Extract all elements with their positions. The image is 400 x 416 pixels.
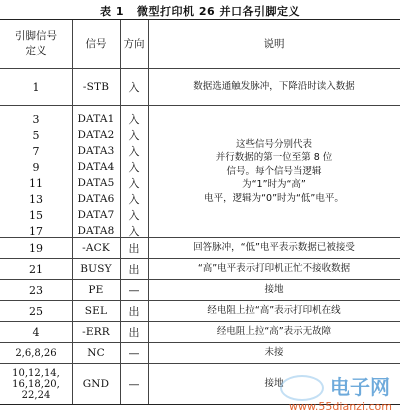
direction-cell: 出	[128, 242, 140, 255]
signal-cell: NC	[87, 347, 105, 359]
pin-cell: 21	[29, 262, 43, 276]
header-direction: 方向	[123, 37, 145, 50]
description-cell: 经电阻上拉“高”表示打印机在线	[207, 305, 341, 317]
direction-cell: 入	[128, 225, 140, 238]
pin-cell: 11	[29, 176, 43, 190]
data-description-cell	[148, 106, 400, 237]
direction-cell: —	[128, 346, 140, 360]
direction-cell: 入	[128, 81, 140, 94]
direction-cell: 入	[128, 113, 140, 126]
header-pin-line-2: 定义	[25, 45, 47, 57]
description-cell: “高”电平表示打印机正忙不接收数据	[197, 263, 351, 275]
table-row	[0, 69, 400, 106]
direction-cell: 入	[128, 193, 140, 206]
direction-cell: 入	[128, 129, 140, 142]
pin-cell: 7	[32, 144, 40, 158]
data-description-line: 这些信号分别代表	[235, 138, 312, 150]
watermark-swirl-icon	[280, 375, 324, 401]
data-description-line: 为“1”时为“高”	[242, 179, 306, 191]
signal-cell: DATA5	[77, 177, 115, 189]
data-description-line: 电平，逻辑为“0”时为“低”电平。	[204, 192, 344, 204]
pin-cell: 23	[29, 283, 43, 297]
header-pin-line-1: 引脚信号	[15, 30, 57, 42]
pin-definition-table	[0, 19, 400, 405]
description-cell: 未接	[264, 347, 284, 359]
signal-cell: DATA8	[77, 225, 115, 237]
signal-cell: BUSY	[80, 263, 112, 275]
table-row	[0, 301, 400, 322]
description-cell: 数据选通触发脉冲，下降沿时读入数据	[193, 81, 355, 93]
signal-cell: DATA7	[77, 209, 115, 221]
pin-cell-line: 16,18,20,	[12, 378, 60, 390]
watermark-url: www.55dianzi.com	[288, 400, 392, 413]
pin-cell: 19	[29, 241, 43, 255]
signal-cell: -ACK	[82, 242, 110, 254]
direction-cell: 出	[128, 263, 140, 276]
direction-cell: —	[128, 283, 140, 297]
pin-column	[0, 106, 72, 237]
data-signals-group	[0, 106, 400, 238]
signal-column	[72, 106, 120, 237]
data-description-line: 信号。每个信号当逻辑	[226, 165, 322, 177]
pin-cell	[0, 364, 72, 404]
direction-cell: 出	[128, 326, 140, 339]
signal-cell: GND	[82, 378, 110, 390]
direction-column	[120, 106, 148, 237]
signal-cell: DATA3	[77, 145, 115, 157]
description-cell: 经电阻上拉“高”表示无故障	[216, 326, 332, 338]
description-cell: 接地	[264, 378, 284, 390]
table-row	[0, 238, 400, 259]
pin-cell-line: 22,24	[21, 389, 51, 401]
data-description-line: 并行数据的第一位至第 8 位	[215, 152, 333, 164]
direction-cell: —	[128, 377, 140, 391]
signal-cell: DATA1	[77, 113, 115, 125]
table-row	[0, 343, 400, 364]
header-signal: 信号	[85, 37, 107, 50]
header-description: 说明	[263, 37, 285, 50]
pin-cell: 3	[32, 112, 40, 126]
signal-cell: DATA2	[77, 129, 115, 141]
pin-cell: 13	[29, 192, 43, 206]
pin-cell: 25	[29, 304, 43, 318]
pin-cell: 17	[29, 224, 43, 238]
pin-cell: 4	[32, 325, 40, 339]
direction-cell: 出	[128, 305, 140, 318]
table-row	[0, 259, 400, 280]
direction-cell: 入	[128, 161, 140, 174]
pin-cell: 5	[32, 128, 40, 142]
direction-cell: 入	[128, 209, 140, 222]
signal-cell: SEL	[84, 305, 108, 317]
description-cell: 回答脉冲，“低”电平表示数据已被接受	[193, 242, 355, 254]
table-row	[0, 322, 400, 343]
signal-cell: -ERR	[82, 326, 110, 338]
pin-cell: 9	[32, 160, 40, 174]
watermark-logo: 电子网	[330, 375, 390, 399]
signal-cell: DATA4	[77, 161, 115, 173]
direction-cell: 入	[128, 177, 140, 190]
header-pin	[0, 20, 72, 68]
pin-cell: 2,6,8,26	[15, 347, 57, 359]
table-header-row	[0, 20, 400, 69]
signal-cell: -STB	[82, 81, 110, 93]
signal-cell: PE	[88, 284, 104, 296]
pin-cell-line: 10,12,14,	[12, 367, 60, 379]
site-watermark	[274, 371, 394, 413]
pin-cell: 1	[32, 80, 40, 94]
description-cell: 接地	[264, 284, 284, 296]
table-row	[0, 280, 400, 301]
signal-cell: DATA6	[77, 193, 115, 205]
pin-cell: 15	[29, 208, 43, 222]
table-caption: 表 1 微型打印机 26 并口各引脚定义	[100, 5, 300, 18]
direction-cell: 入	[128, 145, 140, 158]
